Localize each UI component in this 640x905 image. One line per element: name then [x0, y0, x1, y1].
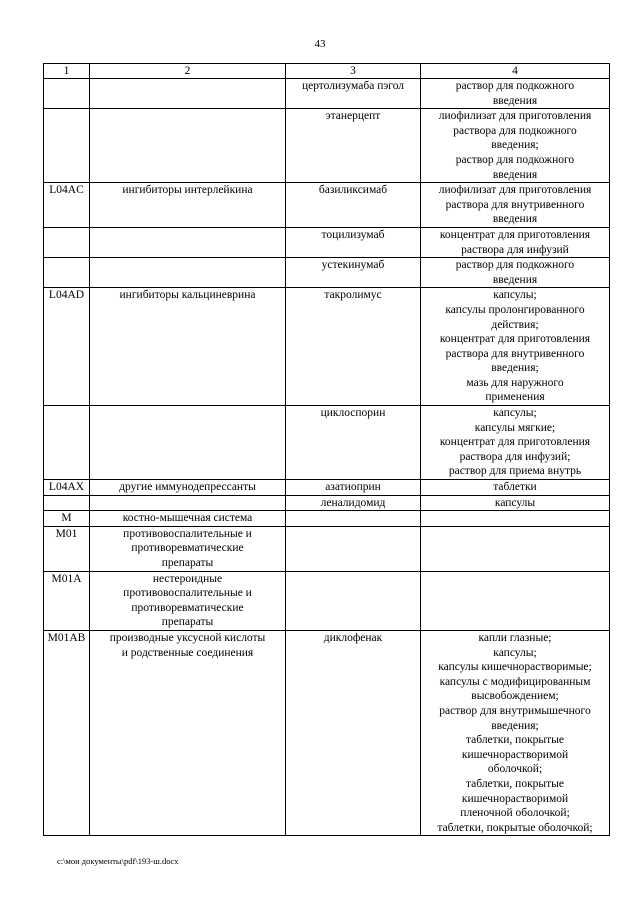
- table-row: [44, 495, 610, 511]
- dosage-form-line: капсулы мягкие;: [474, 421, 556, 434]
- group-name-line: противовоспалительные и: [123, 587, 252, 600]
- file-path-footer: c:\мои документы\pdf\193-ш.docx: [57, 856, 179, 866]
- group-name-cell: [90, 109, 286, 183]
- dosage-form-cell: [421, 630, 610, 835]
- dosage-form-line: введения: [492, 168, 538, 181]
- drug-name-cell: [286, 571, 421, 630]
- drug-name-cell: [286, 511, 421, 527]
- dosage-form-line: кишечнорастворимой: [461, 748, 569, 761]
- group-name-cell: [90, 571, 286, 630]
- dosage-form-line: действия;: [491, 318, 539, 331]
- dosage-form-line: мазь для наружного: [466, 376, 564, 389]
- dosage-form-line: введения;: [491, 139, 539, 152]
- header-col-1: 1: [44, 64, 90, 79]
- dosage-form-cell: [421, 79, 610, 109]
- table-row: [44, 571, 610, 630]
- group-name-line: противоревматические: [131, 542, 244, 555]
- page-number: 43: [314, 38, 326, 50]
- table-row: [44, 526, 610, 571]
- atc-code-cell: M: [44, 511, 90, 527]
- dosage-form-line: концентрат для приготовления: [439, 436, 591, 449]
- group-name-line: ингибиторы интерлейкина: [122, 184, 253, 197]
- dosage-form-cell: [421, 511, 610, 527]
- group-name-cell: [90, 288, 286, 406]
- dosage-form-line: капсулы;: [493, 289, 537, 302]
- dosage-form-line: капсулы;: [493, 646, 537, 659]
- group-name-cell: [90, 495, 286, 511]
- group-name-line: другие иммунодепрессанты: [119, 481, 256, 494]
- atc-code-cell: [44, 109, 90, 183]
- dosage-form-line: лиофилизат для приготовления: [438, 184, 592, 197]
- dosage-form-line: раствор для подкожного: [455, 153, 575, 166]
- drug-name-cell: циклоспорин: [286, 406, 421, 480]
- drug-table: [43, 63, 610, 836]
- dosage-form-line: раствора для инфузий;: [459, 450, 571, 463]
- drug-name-cell: устекинумаб: [286, 258, 421, 288]
- atc-code-cell: M01A: [44, 571, 90, 630]
- drug-name-cell: азатиоприн: [286, 480, 421, 496]
- group-name-cell: [90, 79, 286, 109]
- header-col-2: 2: [90, 64, 286, 79]
- group-name-cell: [90, 227, 286, 257]
- table-row: [44, 288, 610, 406]
- atc-code-cell: L04AD: [44, 288, 90, 406]
- dosage-form-line: введения: [492, 213, 538, 226]
- dosage-form-line: лиофилизат для приготовления: [438, 110, 592, 123]
- table-row: [44, 258, 610, 288]
- dosage-form-cell: [421, 227, 610, 257]
- dosage-form-cell: [421, 571, 610, 630]
- table-row: [44, 406, 610, 480]
- dosage-form-line: пленочной оболочкой;: [460, 807, 570, 820]
- dosage-form-line: таблетки, покрытые: [465, 777, 565, 790]
- dosage-form-line: капсулы;: [493, 407, 537, 420]
- group-name-line: нестероидные: [152, 572, 223, 585]
- table-row: [44, 480, 610, 496]
- dosage-form-line: раствора для внутривенного: [445, 347, 585, 360]
- dosage-form-line: введения: [492, 273, 538, 286]
- dosage-form-line: таблетки, покрытые оболочкой;: [437, 821, 593, 834]
- dosage-form-cell: [421, 288, 610, 406]
- group-name-cell: [90, 630, 286, 835]
- dosage-form-line: введения;: [491, 719, 539, 732]
- drug-name-cell: леналидомид: [286, 495, 421, 511]
- atc-code-cell: [44, 406, 90, 480]
- drug-name-cell: базиликсимаб: [286, 183, 421, 228]
- dosage-form-line: раствор для приема внутрь: [448, 465, 582, 478]
- group-name-line: препараты: [161, 557, 214, 569]
- atc-code-cell: [44, 227, 90, 257]
- atc-code-cell: M01: [44, 526, 90, 571]
- table-row: [44, 630, 610, 835]
- group-name-cell: [90, 406, 286, 480]
- dosage-form-line: концентрат для приготовления: [439, 333, 591, 346]
- dosage-form-line: раствор для подкожного: [455, 259, 575, 272]
- dosage-form-line: раствор для подкожного: [455, 80, 575, 92]
- group-name-cell: [90, 526, 286, 571]
- group-name-cell: [90, 511, 286, 527]
- dosage-form-line: таблетки: [493, 481, 537, 494]
- drug-name-cell: этанерцепт: [286, 109, 421, 183]
- dosage-form-line: раствор для внутримышечного: [439, 704, 591, 717]
- drug-name-cell: [286, 526, 421, 571]
- dosage-form-cell: [421, 183, 610, 228]
- dosage-form-line: концентрат для приготовления: [439, 228, 591, 241]
- dosage-form-line: раствора для внутривенного: [445, 198, 585, 211]
- group-name-line: производные уксусной кислоты: [109, 631, 266, 644]
- table-row: [44, 109, 610, 183]
- group-name-line: ингибиторы кальциневрина: [119, 289, 256, 302]
- dosage-form-line: раствора для инфузий: [461, 243, 569, 256]
- drug-name-cell: цертолизумаба пэгол: [286, 79, 421, 109]
- dosage-form-cell: [421, 495, 610, 511]
- dosage-form-line: капли глазные;: [478, 631, 552, 644]
- dosage-form-cell: [421, 109, 610, 183]
- drug-name-cell: тоцилизумаб: [286, 227, 421, 257]
- dosage-form-line: капсулы кишечнорастворимые;: [438, 661, 592, 674]
- dosage-form-line: раствора для подкожного: [453, 124, 577, 137]
- dosage-form-cell: [421, 406, 610, 480]
- drug-name-cell: диклофенак: [286, 630, 421, 835]
- dosage-form-line: капсулы пролонгированного: [445, 303, 585, 316]
- group-name-line: и родственные соединения: [121, 646, 254, 659]
- group-name-line: противоревматические: [131, 601, 244, 614]
- dosage-form-line: применения: [485, 391, 545, 404]
- header-col-3: 3: [286, 64, 421, 79]
- table-row: [44, 227, 610, 257]
- dosage-form-line: кишечнорастворимой: [461, 792, 569, 805]
- header-row: [44, 64, 610, 79]
- group-name-line: препараты: [161, 616, 214, 629]
- atc-code-cell: L04AX: [44, 480, 90, 496]
- atc-code-cell: [44, 79, 90, 109]
- table-row: [44, 511, 610, 527]
- group-name-line: костно-мышечная система: [122, 512, 253, 525]
- dosage-form-line: введения: [492, 94, 538, 107]
- table-header: [44, 64, 610, 79]
- dosage-form-cell: [421, 258, 610, 288]
- table-row: [44, 183, 610, 228]
- group-name-cell: [90, 480, 286, 496]
- dosage-form-line: введения;: [491, 362, 539, 375]
- dosage-form-line: высвобождением;: [471, 690, 559, 703]
- dosage-form-line: капсулы: [494, 496, 536, 509]
- dosage-form-line: таблетки, покрытые: [465, 734, 565, 747]
- atc-code-cell: [44, 258, 90, 288]
- atc-code-cell: [44, 495, 90, 511]
- drug-name-cell: такролимус: [286, 288, 421, 406]
- dosage-form-cell: [421, 480, 610, 496]
- dosage-form-line: капсулы с модифицированным: [439, 675, 591, 688]
- group-name-cell: [90, 183, 286, 228]
- atc-code-cell: L04AC: [44, 183, 90, 228]
- table-row: [44, 79, 610, 109]
- header-col-4: 4: [421, 64, 610, 79]
- dosage-form-cell: [421, 526, 610, 571]
- table-body: [44, 79, 610, 836]
- group-name-line: противовоспалительные и: [123, 527, 252, 540]
- dosage-form-line: оболочкой;: [487, 763, 543, 776]
- atc-code-cell: M01AB: [44, 630, 90, 835]
- group-name-cell: [90, 258, 286, 288]
